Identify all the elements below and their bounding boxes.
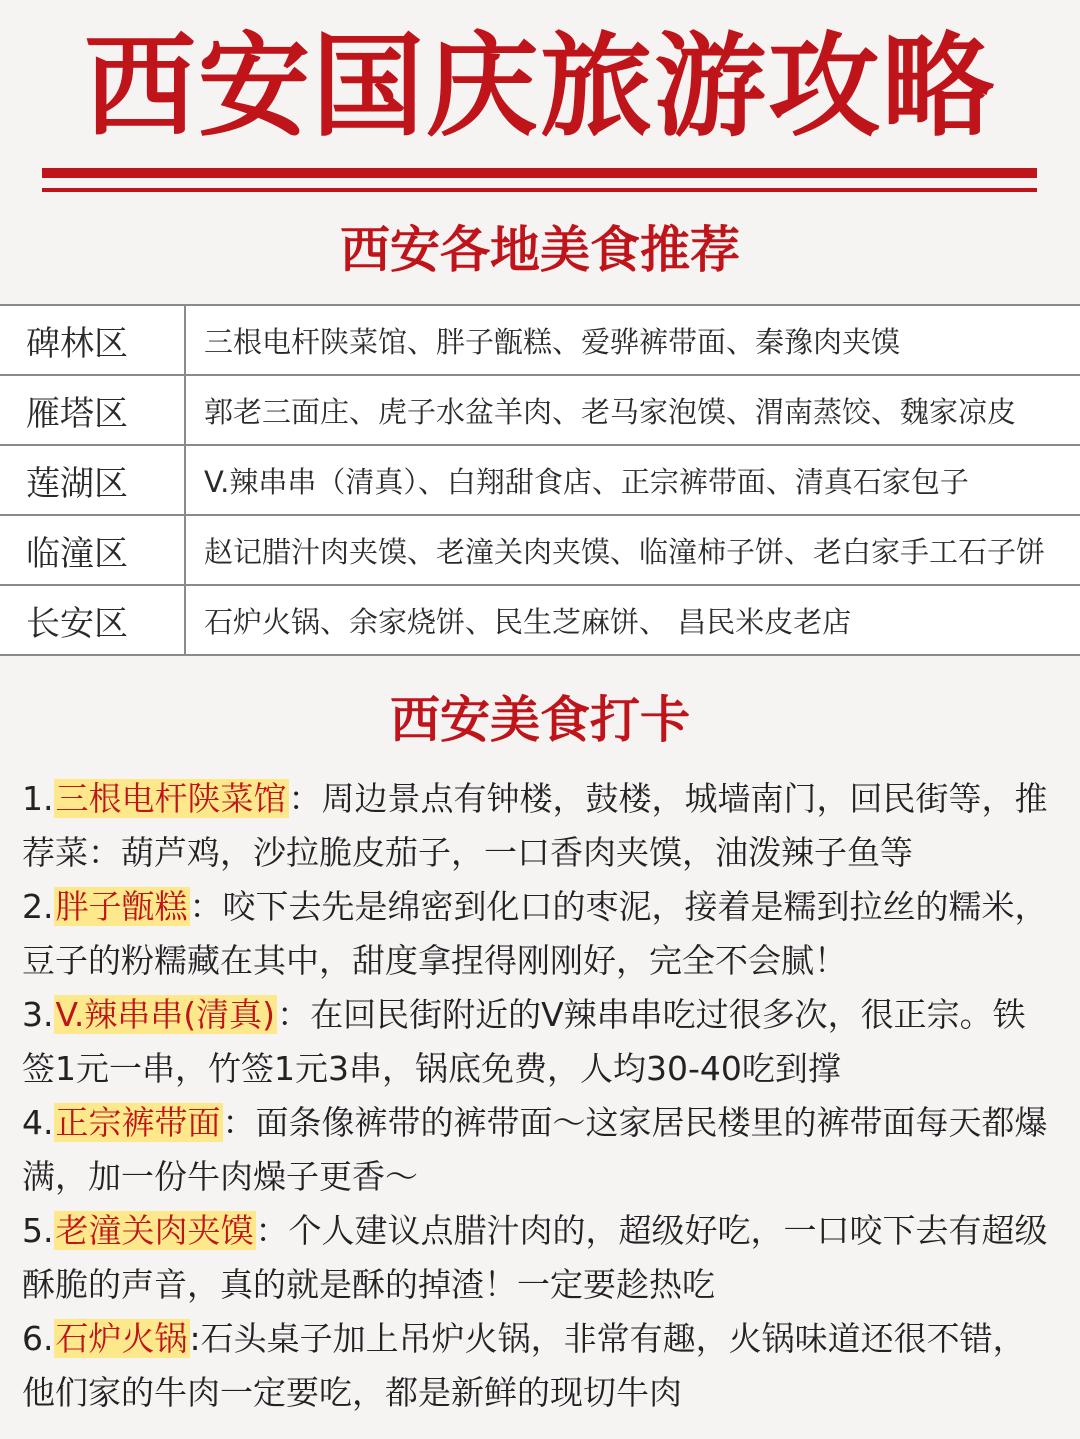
table-row — [0, 445, 1080, 515]
item-number: 5. — [22, 1211, 54, 1250]
restaurant-name-highlight: 三根电杆陕菜馆 — [55, 779, 287, 818]
item-separator: ： — [288, 779, 322, 818]
district-name: 临潼区 — [0, 515, 185, 585]
item-number: 2. — [22, 887, 54, 926]
title-divider-thin — [42, 188, 1037, 192]
item-description: 石头桌子加上吊炉火锅，非常有趣，火锅味道还很不错，他们家的牛肉一定要吃，都是新鲜的现切牛肉 — [22, 1319, 1026, 1412]
item-separator: ： — [222, 1103, 256, 1142]
title-divider-thick — [42, 168, 1037, 178]
restaurant-name-highlight: 胖子甑糕 — [55, 887, 188, 926]
item-separator: : — [189, 1319, 201, 1358]
district-spots: V.辣串串（清真）、白翔甜食店、正宗裤带面、清真石家包子 — [185, 445, 1080, 515]
district-spots: 赵记腊汁肉夹馍、老潼关肉夹馍、临潼柿子饼、老白家手工石子饼 — [185, 515, 1080, 585]
district-spots: 郭老三面庄、虎子水盆羊肉、老马家泡馍、渭南蒸饺、魏家凉皮 — [185, 375, 1080, 445]
list-item — [22, 988, 1058, 1096]
section-title-food-recommendations: 西安各地美食推荐 — [340, 221, 740, 279]
district-name: 长安区 — [0, 585, 185, 655]
item-separator: ： — [255, 1211, 289, 1250]
section-title-food-checkin: 西安美食打卡 — [390, 691, 690, 749]
item-number: 6. — [22, 1319, 54, 1358]
item-description: 在回民街附近的V辣串串吃过很多次，很正宗。铁签1元一串，竹签1元3串，锅底免费，人均30-40吃到撑 — [22, 995, 1026, 1088]
district-name: 莲湖区 — [0, 445, 185, 515]
item-separator: ： — [189, 887, 223, 926]
item-description: 面条像裤带的裤带面～这家居民楼里的裤带面每天都爆满，加一份牛肉燥子更香～ — [22, 1103, 1048, 1196]
district-spots: 三根电杆陕菜馆、胖子甑糕、爱骅裤带面、秦豫肉夹馍 — [185, 305, 1080, 375]
district-food-table — [0, 304, 1080, 656]
table-row — [0, 585, 1080, 655]
district-name: 雁塔区 — [0, 375, 185, 445]
district-name: 碑林区 — [0, 305, 185, 375]
item-separator: ： — [277, 995, 311, 1034]
restaurant-name-highlight: 石炉火锅 — [55, 1319, 188, 1358]
restaurant-name-highlight: 老潼关肉夹馍 — [55, 1211, 254, 1250]
item-description: 周边景点有钟楼，鼓楼，城墙南门，回民街等，推荐菜：葫芦鸡，沙拉脆皮茄子，一口香肉夹馍，油泼辣子鱼等 — [22, 779, 1048, 872]
item-number: 3. — [22, 995, 54, 1034]
list-item — [22, 1312, 1058, 1420]
page-title: 西安国庆旅游攻略 — [84, 22, 996, 152]
list-item — [22, 1096, 1058, 1204]
table-row — [0, 305, 1080, 375]
restaurant-name-highlight: V.辣串串(清真) — [55, 995, 276, 1034]
table-row — [0, 515, 1080, 585]
list-item — [22, 880, 1058, 988]
item-number: 4. — [22, 1103, 54, 1142]
item-number: 1. — [22, 779, 54, 818]
district-spots: 石炉火锅、余家烧饼、民生芝麻饼、 昌民米皮老店 — [185, 585, 1080, 655]
list-item — [22, 1204, 1058, 1312]
item-description: 个人建议点腊汁肉的，超级好吃，一口咬下去有超级酥脆的声音，真的就是酥的掉渣！一定要趁热吃 — [22, 1211, 1048, 1304]
table-row — [0, 375, 1080, 445]
item-description: 咬下去先是绵密到化口的枣泥，接着是糯到拉丝的糯米，豆子的粉糯藏在其中，甜度拿捏得刚刚好，完全不会腻！ — [22, 887, 1048, 980]
restaurant-name-highlight: 正宗裤带面 — [55, 1103, 221, 1142]
list-item — [22, 772, 1058, 880]
food-checkin-list — [22, 772, 1058, 1420]
